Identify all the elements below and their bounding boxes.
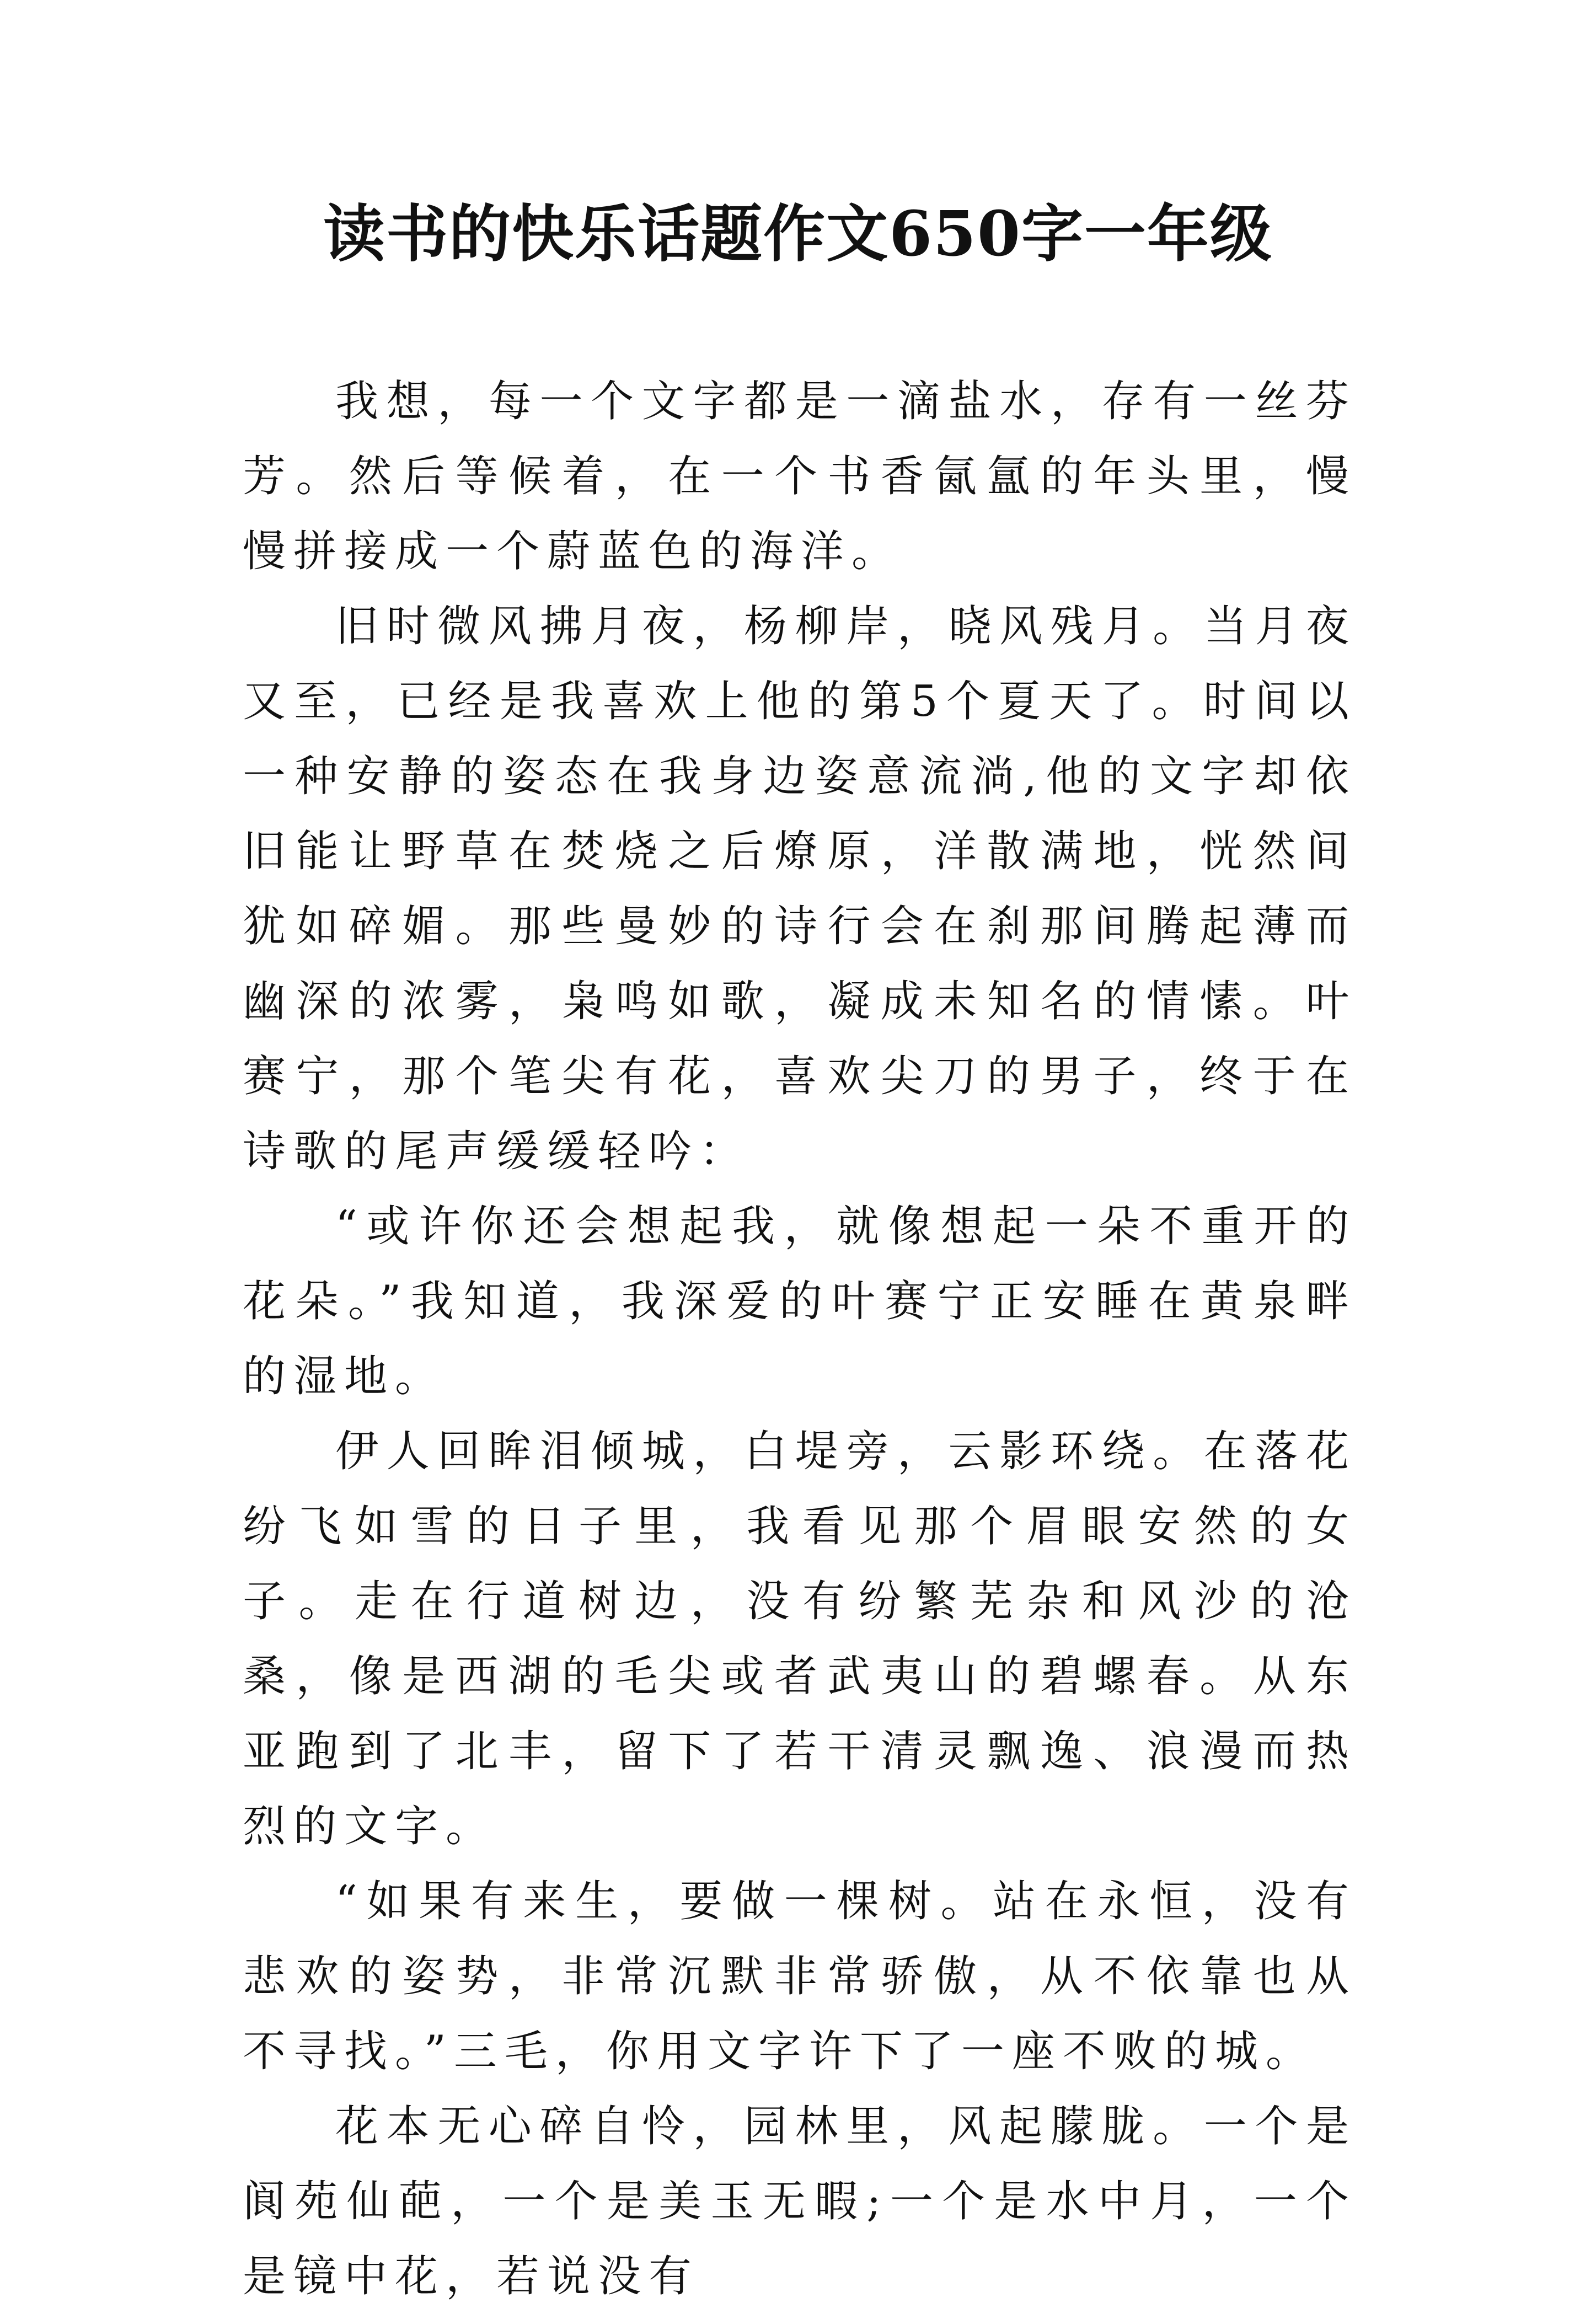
paragraph-3: “或许你还会想起我，就像想起一朵不重开的花朵。”我知道，我深爱的叶赛宁正安睡在黄泉畔的湿地。	[243, 1202, 1357, 1401]
paragraph-2: 旧时微风拂月夜，杨柳岸，晓风残月。当月夜又至，已经是我喜欢上他的第5个夏天了。时间以一种安静的姿态在我身边姿意流淌,他的文字却依旧能让野草在焚烧之后燎原，洋散满地，恍然间犹如碎媚。那些曼妙的诗行会在刹那间腾起薄而幽深的浓雾，枭鸣如歌，凝成未知名的情愫。叶赛宁，那个笔尖有花，喜欢尖刀的男子，终于在诗歌的尾声缓缓轻吟：	[243, 602, 1357, 1176]
paragraph-1: 我想，每一个文字都是一滴盐水，存有一丝芬芳。然后等候着，在一个书香氤氲的年头里，慢慢拼接成一个蔚蓝色的海洋。	[243, 377, 1357, 576]
document-body	[243, 364, 1357, 2314]
paragraph-4: 伊人回眸泪倾城，白堤旁，云影环绕。在落花纷飞如雪的日子里，我看见那个眉眼安然的女子。走在行道树边，没有纷繁芜杂和风沙的沧桑，像是西湖的毛尖或者武夷山的碧螺春。从东亚跑到了北丰，留下了若干清灵飘逸、浪漫而热烈的文字。	[243, 1427, 1357, 1851]
paragraph-6: 花本无心碎自怜，园林里，风起朦胧。一个是阆苑仙葩，一个是美玉无暇;一个是水中月，一个是镜中花，若说没有	[243, 2102, 1357, 2301]
paragraph-5: “如果有来生，要做一棵树。站在永恒，没有悲欢的姿势，非常沉默非常骄傲，从不依靠也从不寻找。”三毛，你用文字许下了一座不败的城。	[243, 1877, 1357, 2076]
document-title: 读书的快乐话题作文650字一年级	[323, 198, 1273, 270]
